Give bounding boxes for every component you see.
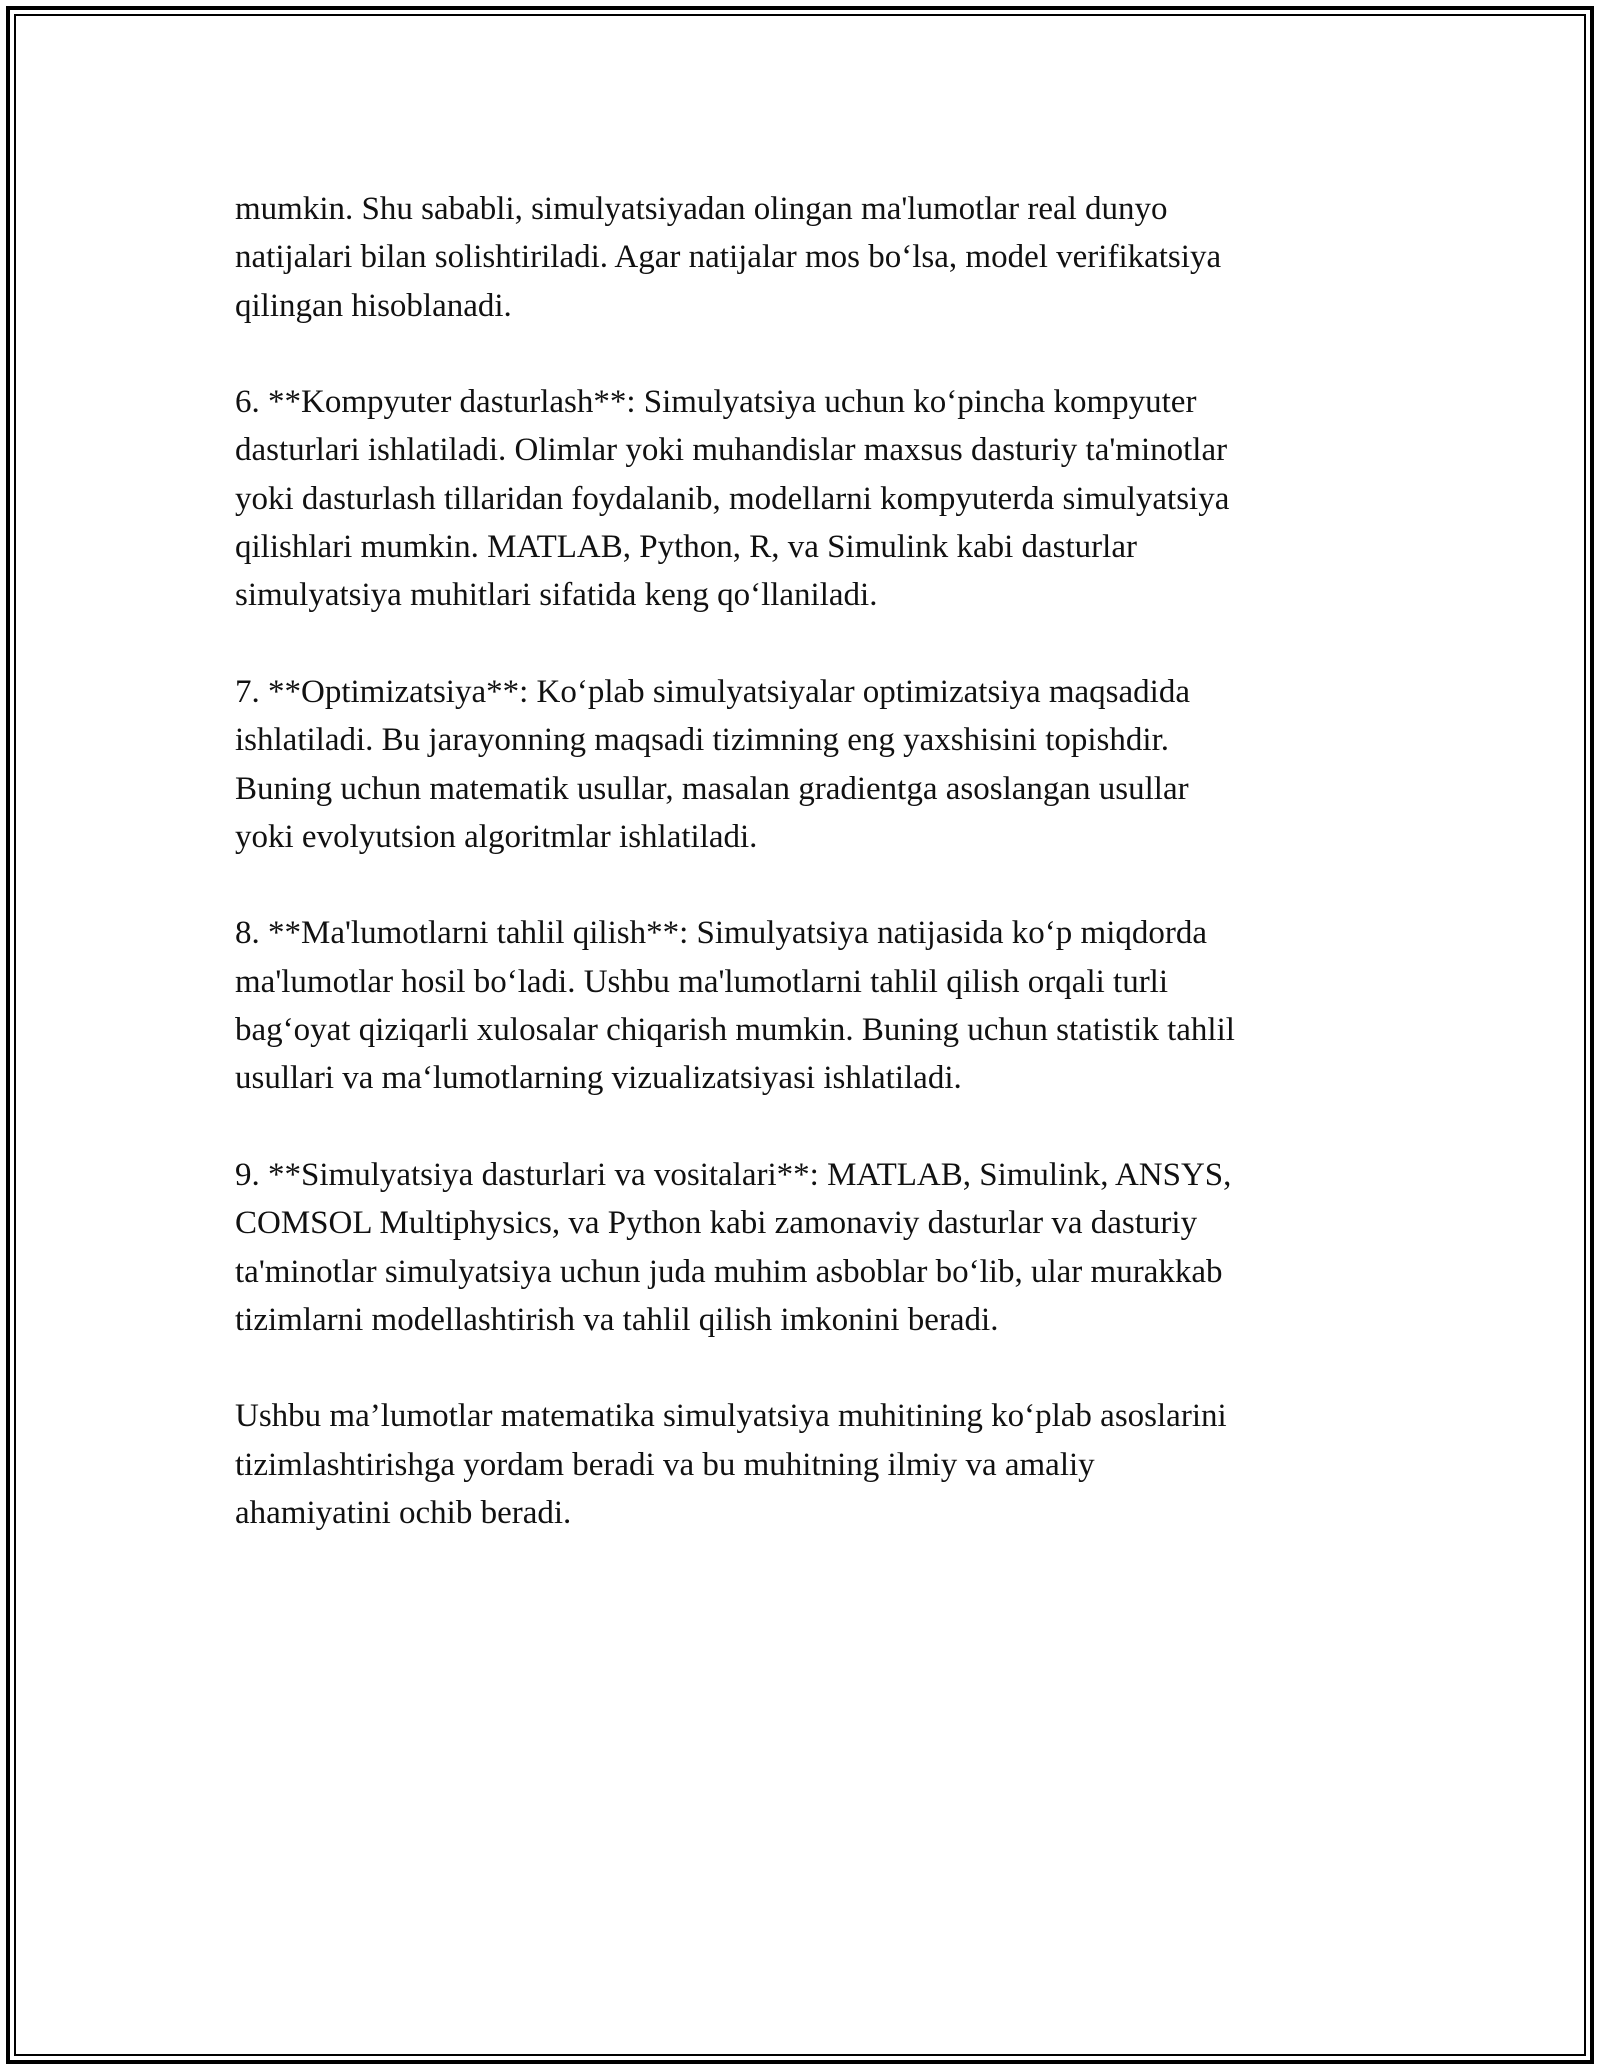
paragraph-item-8 [235, 909, 1365, 1102]
text-line: tizimlashtirishga yordam beradi va bu muhitning ilmiy va amaliy [235, 1446, 1095, 1483]
text-line: ahamiyatini ochib beradi. [235, 1495, 572, 1532]
text-line: dasturlari ishlatiladi. Olimlar yoki muhandislar maxsus dasturiy ta'minotlar [235, 432, 1228, 469]
document-body [235, 185, 1365, 1586]
text-line: yoki evolyutsion algoritmlar ishlatiladi. [235, 818, 758, 855]
paragraph-conclusion [235, 1392, 1365, 1537]
text-line: usullari va ma‘lumotlarning vizualizatsiyasi ishlatiladi. [235, 1060, 962, 1097]
text-line: tizimlarni modellashtirish va tahlil qilish imkonini beradi. [235, 1301, 999, 1338]
text-line: ma'lumotlar hosil bo‘ladi. Ushbu ma'lumotlarni tahlil qilish orqali turli [235, 963, 1169, 1000]
text-line: Ushbu ma’lumotlar matematika simulyatsiya muhitining ko‘plab asoslarini [235, 1398, 1227, 1435]
text-line: COMSOL Multiphysics, va Python kabi zamonaviy dasturlar va dasturiy [235, 1205, 1198, 1242]
text-line: natijalari bilan solishtiriladi. Agar natijalar mos bo‘lsa, model verifikatsiya [235, 239, 1222, 276]
paragraph-item-9 [235, 1151, 1365, 1344]
text-line: simulyatsiya muhitlari sifatida keng qo‘llaniladi. [235, 577, 878, 614]
text-line: yoki dasturlash tillaridan foydalanib, modellarni kompyuterda simulyatsiya [235, 480, 1230, 517]
text-line: ta'minotlar simulyatsiya uchun juda muhim asboblar bo‘lib, ular murakkab [235, 1253, 1223, 1290]
paragraph-continuation [235, 185, 1365, 330]
paragraph-item-7 [235, 668, 1365, 861]
text-line: 7. **Optimizatsiya**: Ko‘plab simulyatsiyalar optimizatsiya maqsadida [235, 673, 1190, 710]
text-line: 9. **Simulyatsiya dasturlari va vositalari**: MATLAB, Simulink, ANSYS, [235, 1156, 1232, 1193]
text-line: ishlatiladi. Bu jarayonning maqsadi tizimning eng yaxshisini topishdir. [235, 722, 1169, 759]
text-line: 8. **Ma'lumotlarni tahlil qilish**: Simulyatsiya natijasida ko‘p miqdorda [235, 915, 1208, 952]
text-line: bag‘oyat qiziqarli xulosalar chiqarish mumkin. Buning uchun statistik tahlil [235, 1012, 1235, 1049]
text-line: qilishlari mumkin. MATLAB, Python, R, va Simulink kabi dasturlar [235, 529, 1137, 566]
text-line: mumkin. Shu sababli, simulyatsiyadan olingan ma'lumotlar real dunyo [235, 191, 1168, 227]
text-line: Buning uchun matematik usullar, masalan gradientga asoslangan usullar [235, 770, 1189, 807]
text-line: 6. **Kompyuter dasturlash**: Simulyatsiya uchun ko‘pincha kompyuter [235, 384, 1197, 421]
paragraph-item-6 [235, 378, 1365, 619]
text-line: qilingan hisoblanadi. [235, 287, 512, 324]
